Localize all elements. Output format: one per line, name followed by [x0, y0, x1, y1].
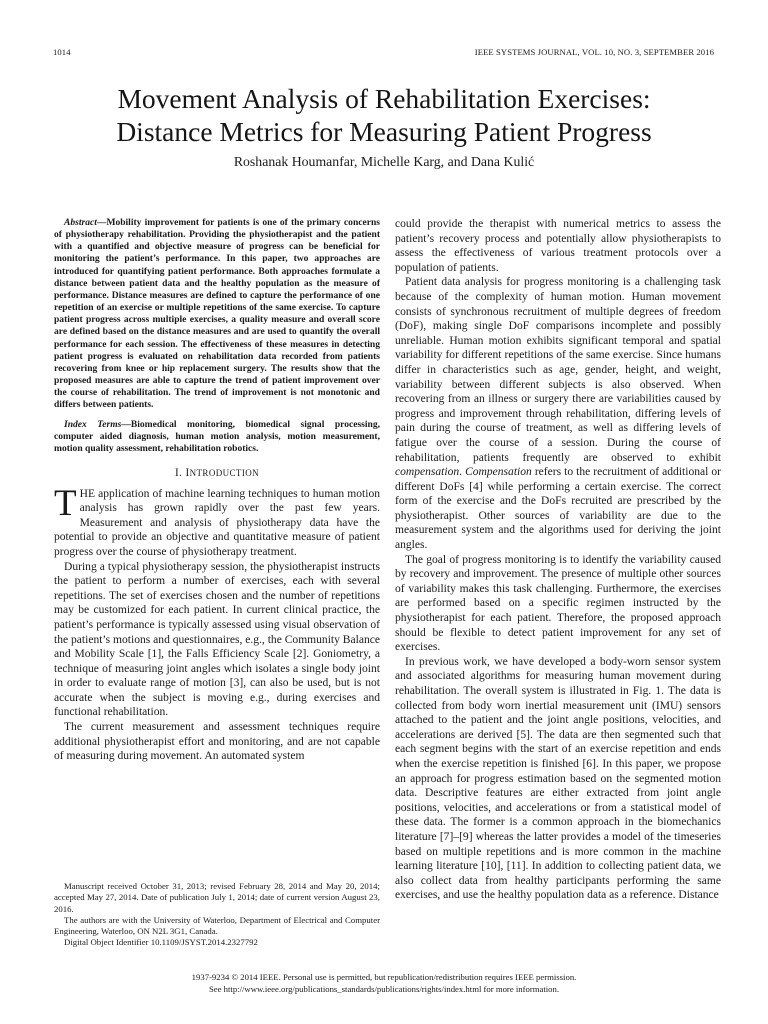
emphasis-compensation-2: Compensation — [465, 466, 532, 479]
right-paragraph-1 — [395, 275, 721, 552]
index-terms-label: Index Terms — [64, 418, 122, 430]
journal-header: IEEE SYSTEMS JOURNAL, VOL. 10, NO. 3, SEPTEMBER 2016 — [474, 47, 714, 57]
section-numeral: I. — [174, 466, 183, 479]
footnotes — [54, 881, 380, 949]
section-title-initial: I — [185, 466, 190, 479]
right-column — [395, 217, 721, 903]
right-paragraph-3: In previous work, we have developed a body-worn sensor system and associated algorithms for measuring human movement during rehabilitation. The overall system is illustrated in Fig. 1. The data is collected from body worn inertial measurement unit (IMU) sensors attached to the patient and the joint angle positions, velocities, and accelerations are derived [5]. The data are then segmented such that each segment begins with the start of an exercise repetition and ends when the exercise repetition is finished [6]. In this paper, we propose an approach for progress estimation based on the segmented motion data. Descriptive features are either extracted from joint angle positions, velocities, and accelerations or from a statistical model of these data. The former is a common approach in the biomechanics literature [7]–[9] whereas the latter provides a model of the timeseries based on multiple repetitions and is more common in the machine learning literature [10], [11]. In addition to collecting patient data, we also collect data from healthy participants performing the same exercises, and use the healthy population data as a reference. Distance — [395, 655, 721, 902]
abstract-text: —Mobility improvement for patients is one of the primary concerns of physiotherapy rehabilitation. Providing the physiotherapist and the patient with a quantified and objective measure of progress can be beneficial for monitoring the patient’s performance. In this paper, two approaches are introduced for quantifying patient performance. Both approaches formulate a distance between patient data and the healthy population as the measure of performance. Distance measures are defined to capture the performance of one repetition of an exercise or multiple repetitions of the same exercise. To capture patient progress across multiple exercises, a quality measure and overall score are defined based on the distance measures and are used to quantify the overall performance for each session. The effectiveness of these measures in detecting patient progress is evaluated on rehabilitation data recorded from patients recovering from knee or hip replacement surgery. The results show that the proposed measures are able to capture the trend of patient improvement over the course of rehabilitation. The trend of improvement is not monotonic and differs between patients. — [54, 217, 380, 411]
intro-paragraph-2: During a typical physiotherapy session, the physiotherapist instructs the patient to perform a number of exercises, each with several repetitions. The set of exercises chosen and the number of repetitions may be customized for each patient. In current clinical practice, the patient’s performance is typically assessed using visual observation of the patient’s motions and questionnaires, e.g., the Community Balance and Mobility Scale [1], the Falls Efficiency Scale [2]. Goniometry, a technique of measuring joint angles which isolates a single body joint in order to evaluate range of motion [3], can also be used, but is not accurate when the subject is moving e.g., during exercises and functional rehabilitation. — [54, 560, 380, 719]
authors: Roshanak Houmanfar, Michelle Karg, and Dana Kulić — [233, 154, 535, 169]
section-heading-introduction — [54, 466, 380, 481]
right-paragraph-0: could provide the therapist with numerical metrics to assess the patient’s recovery process and potentially allow physiotherapists to assess the effectiveness of various treatment protocols over a population of patients. — [395, 218, 721, 274]
index-terms-text: —Biomedical monitoring, biomedical signal processing, computer aided diagnosis, human motion analysis, motion measurement, motion quality assessment, rehabilitation robotics. — [54, 418, 380, 454]
footnote-affiliation: The authors are with the University of Waterloo, Department of Electrical and Computer Engineering, Waterloo, ON N2L 3G1, Canada. — [54, 914, 380, 937]
paper-title — [40, 82, 728, 148]
right-paragraph-2: The goal of progress monitoring is to identify the variability caused by recovery and improvement. The presence of multiple other sources of variability makes this task challenging. Furthermore, the exercises are performed based on a specific regimen instructed by the physiotherapist for each patient. Therefore, the proposed approach should be flexible to detect patient improvement for any set of exercises. — [395, 553, 721, 654]
intro-paragraph-1-text: HE application of machine learning techniques to human motion analysis has grown rapidly over the past few years. Measurement and analysis of physiotherapy data have the potential to provide an objective and quantitative measure of patient progress over the course of physiotherapy treatment. — [54, 487, 380, 558]
abstract — [54, 217, 380, 412]
index-terms — [54, 419, 380, 455]
footnote-manuscript: Manuscript received October 31, 2013; revised February 28, 2014 and May 20, 2014; accepted May 27, 2014. Date of publication July 1, 2014; date of current version August 23, 2016. — [54, 881, 380, 914]
page-number: 1014 — [53, 47, 71, 57]
abstract-label: Abstract — [64, 217, 97, 228]
rights-url-line: See http://www.ieee.org/publications_standards/publications/rights/index.html for more information. — [208, 983, 560, 994]
left-column — [54, 217, 380, 764]
footnote-doi: Digital Object Identifier 10.1109/JSYST.2014.2327792 — [64, 937, 258, 948]
intro-paragraph-3: The current measurement and assessment techniques require additional physiotherapist effort and monitoring, and are not capable of measuring during movement. An automated system — [54, 721, 380, 763]
copyright-line: 1937-9234 © 2014 IEEE. Personal use is permitted, but republication/redistribution requires IEEE permission. — [191, 972, 577, 982]
intro-paragraph-1 — [54, 482, 380, 560]
right-paragraph-1-mid: . — [459, 466, 463, 479]
section-title-rest: NTRODUCTION — [189, 467, 260, 478]
emphasis-compensation: compensation — [395, 466, 460, 479]
title-line-2: Distance Metrics for Measuring Patient Progress — [116, 116, 652, 147]
title-line-1: Movement Analysis of Rehabilitation Exercises: — [117, 83, 651, 114]
copyright-footer — [40, 972, 728, 995]
right-paragraph-1-tail: refers to the recruitment of additional or different DoFs [4] while performing a certain exercise. The correct form of the exercise and the DoFs recruited are prescribed by the physiotherapist. Other sources of variability are due to the measurement system and the algorithms used for deriving the joint angles. — [395, 466, 721, 552]
drop-cap: T — [54, 482, 77, 524]
right-paragraph-1-text: Patient data analysis for progress monitoring is a challenging task because of the complexity of human motion. Human movement consists of synchronous recruitment of multiple degrees of freedom (DoF), making single DoF comparisons incomplete and possibly unreliable. Human motion exhibits significant temporal and spatial variability for different repetitions of the same exercise. Since humans differ in characteristics such as age, gender, height, and weight, variability between different subjects is also observed. When recovering from an illness or surgery there are variabilities caused by progress and improvement through rehabilitation, differing levels of pain during the course of treatment, as well as differing levels of fatigue over the course of a session. During the course of rehabilitation, patients frequently are observed to exhibit — [395, 276, 721, 464]
